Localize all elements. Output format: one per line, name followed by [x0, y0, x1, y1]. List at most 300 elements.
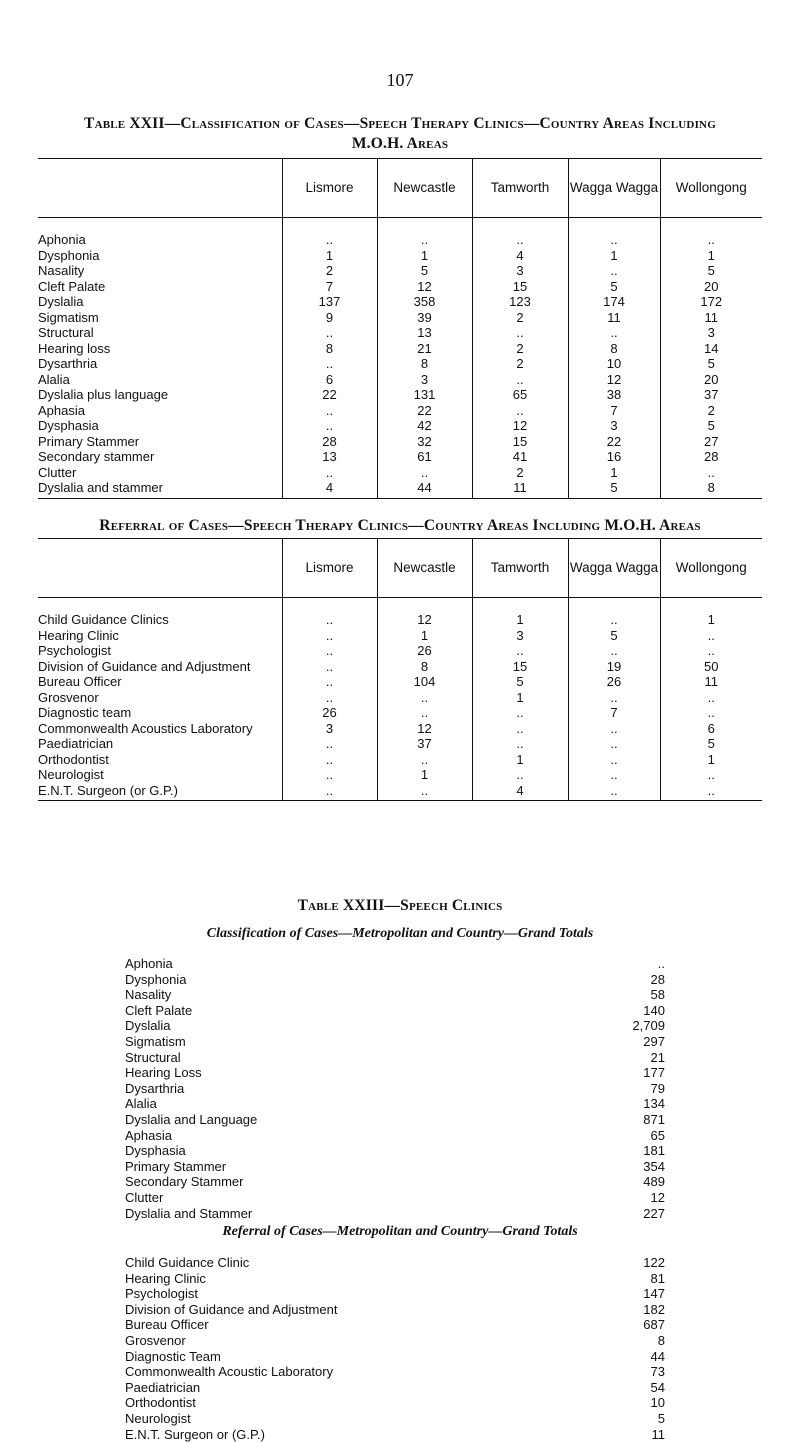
table2-cell: .. [660, 705, 762, 721]
table1-cell: 14 [660, 341, 762, 357]
table1-row-label: Secondary stammer [38, 449, 155, 464]
table3-row-value: 871 [643, 1111, 665, 1127]
table2-cell: .. [472, 736, 568, 752]
table2-cell: .. [472, 767, 568, 783]
table1-cell: .. [282, 325, 377, 341]
table1-cell: 15 [472, 434, 568, 450]
table4-row [125, 1411, 665, 1427]
table3-row-value: 134 [643, 1096, 665, 1112]
table1-cell: 27 [660, 434, 762, 450]
table1-cell: 5 [568, 480, 660, 498]
table2-cell: 1 [660, 598, 762, 628]
table4-row-value: 147 [643, 1286, 665, 1302]
table1-cell: 5 [377, 263, 472, 279]
table1-cell: 6 [282, 372, 377, 388]
table1-row-label: Alalia [38, 371, 70, 387]
table1-cell: 3 [472, 263, 568, 279]
table2-row [38, 643, 762, 659]
table3-grand-totals [125, 956, 665, 1221]
table1-row-label: Sigmatism [38, 309, 99, 325]
table1-cell: 137 [282, 294, 377, 310]
table2-cell: .. [282, 643, 377, 659]
table2-cell: .. [472, 705, 568, 721]
table4-row-label: Commonwealth Acoustic Laboratory [125, 1364, 334, 1380]
table4-grand-totals [125, 1255, 665, 1442]
table2-cell: .. [377, 783, 472, 801]
table1-cell: 3 [377, 372, 472, 388]
table1-cell: 1 [568, 465, 660, 481]
table1-cell: 7 [282, 279, 377, 295]
table4-row-label: Bureau Officer [125, 1317, 209, 1333]
table2-row-label: Hearing Clinic [38, 627, 119, 643]
table2-cell: .. [282, 690, 377, 706]
table2-cell: .. [660, 690, 762, 706]
table3-row-label: Dysarthria [125, 1080, 185, 1096]
table2-cell: 12 [377, 721, 472, 737]
table1-cell: 38 [568, 387, 660, 403]
table2-cell: .. [282, 752, 377, 768]
table2-row [38, 767, 762, 783]
table3-row-label: Dyslalia and Stammer [125, 1205, 253, 1221]
table2-row-label: Commonwealth Acoustics Laboratory [38, 720, 253, 736]
table3-row [125, 987, 665, 1003]
table1-row-label: Clutter [38, 464, 77, 480]
table1-cell: .. [377, 465, 472, 481]
table1-row [38, 465, 762, 481]
table1-col-header: Wagga Wagga [568, 159, 660, 218]
table1-cell: 16 [568, 449, 660, 465]
table2-col-header: Tamworth [472, 539, 568, 598]
table1-row-label: Nasality [38, 263, 85, 278]
table2-cell: .. [568, 598, 660, 628]
table3-row-label: Secondary Stammer [125, 1174, 244, 1190]
table1-cell: 5 [660, 263, 762, 279]
table2-cell: .. [282, 628, 377, 644]
table1-row [38, 480, 762, 498]
table3-row-label: Primary Stammer [125, 1158, 227, 1174]
table1-row-label: Cleft Palate [38, 278, 106, 294]
table1-row [38, 341, 762, 357]
table1-col-header: Tamworth [472, 159, 568, 218]
table2-cell: 50 [660, 659, 762, 675]
table1-cell: 4 [472, 248, 568, 264]
table1-cell: 9 [282, 310, 377, 326]
table1-cell: .. [660, 218, 762, 248]
table4-row-value: 687 [643, 1317, 665, 1333]
table1-cell: 2 [472, 341, 568, 357]
table2-cell: 3 [472, 628, 568, 644]
table2-cell: 19 [568, 659, 660, 675]
table2-cell: .. [660, 767, 762, 783]
table4-row [125, 1255, 665, 1271]
table4-row [125, 1286, 665, 1302]
table2-cell: 15 [472, 659, 568, 675]
table3-row [125, 1112, 665, 1128]
table2-cell: 1 [660, 752, 762, 768]
table1-row-label: Primary Stammer [38, 433, 140, 449]
table2-col-header: Wagga Wagga [568, 539, 660, 598]
table3-row-label: Dysphonia [125, 971, 187, 987]
table1-row-label: Aphasia [38, 402, 85, 418]
table1-cell: 7 [568, 403, 660, 419]
table4-row [125, 1364, 665, 1380]
table1-row [38, 325, 762, 341]
table1-col-header: Wollongong [660, 159, 762, 218]
table4-row [125, 1302, 665, 1318]
table1-cell: .. [568, 263, 660, 279]
table4-row-label: Psychologist [125, 1286, 198, 1302]
table2-cell: .. [282, 736, 377, 752]
table1-cell: 12 [568, 372, 660, 388]
table2-cell: 1 [472, 690, 568, 706]
table1-cell: 22 [377, 403, 472, 419]
table3-row-value: 65 [650, 1127, 665, 1143]
table1-col-header: Lismore [282, 159, 377, 218]
table3-row [125, 956, 665, 972]
table4-row-label: Grosvenor [125, 1332, 186, 1348]
table1-row-label: Dyslalia [38, 294, 84, 309]
table1-cell: .. [472, 372, 568, 388]
table3-row [125, 1206, 665, 1222]
table1-cell: 1 [282, 248, 377, 264]
table2-cell: 5 [472, 674, 568, 690]
table4-row-label: Child Guidance Clinic [125, 1255, 250, 1270]
table4-row-label: Division of Guidance and Adjustment [125, 1301, 338, 1317]
table3-row-value: 227 [643, 1205, 665, 1221]
page-number: 107 [386, 70, 414, 90]
table3-row-value: 297 [643, 1033, 665, 1049]
table4-row-value: 10 [650, 1395, 665, 1411]
table1-row [38, 387, 762, 403]
table1-cell: 39 [377, 310, 472, 326]
table1-title [40, 114, 760, 154]
table3-row-value: 21 [650, 1049, 665, 1065]
table2-row-label: Psychologist [38, 643, 111, 658]
table4-subtitle: Referral of Cases—Metropolitan and Country—Grand Totals [222, 1224, 578, 1239]
table1-cell: 20 [660, 372, 762, 388]
table1-cell: 123 [472, 294, 568, 310]
table1-cell: 2 [472, 465, 568, 481]
table2-row [38, 674, 762, 690]
table4-row [125, 1395, 665, 1411]
table2-cell: 1 [472, 752, 568, 768]
table1-cell: 5 [660, 418, 762, 434]
table1-cell: 5 [568, 279, 660, 295]
table2-row [38, 705, 762, 721]
table2-row [38, 736, 762, 752]
table1-row [38, 294, 762, 310]
table2-row-label: Grosvenor [38, 689, 99, 705]
table1-cell: .. [282, 218, 377, 248]
table1-cell: 1 [377, 248, 472, 264]
table2-cell: .. [472, 721, 568, 737]
table2-row-label: Division of Guidance and Adjustment [38, 658, 251, 674]
table4-row [125, 1333, 665, 1349]
table2-stub-header [38, 539, 282, 598]
table3-row [125, 1143, 665, 1159]
table1-cell: 21 [377, 341, 472, 357]
table1-row [38, 218, 762, 248]
table3-row-label: Aphasia [125, 1127, 172, 1143]
table3-row-value: 28 [650, 971, 665, 987]
table3-row [125, 1096, 665, 1112]
table2-cell: 1 [377, 628, 472, 644]
table1-cell: 12 [472, 418, 568, 434]
table4-row-value: 5 [657, 1410, 665, 1426]
table1-cell: .. [377, 218, 472, 248]
table1-cell: 8 [660, 480, 762, 498]
table3-row [125, 1034, 665, 1050]
table3-row-value: 177 [643, 1065, 665, 1081]
table1-row-label: Dysarthria [38, 356, 98, 371]
table2-row-label: Neurologist [38, 767, 104, 782]
table3-row-label: Alalia [125, 1096, 157, 1112]
table3-row-label: Cleft Palate [125, 1002, 193, 1018]
table2-cell: 26 [282, 705, 377, 721]
table4-row-value: 54 [650, 1379, 665, 1395]
table2-cell: .. [568, 736, 660, 752]
table1-cell: 1 [660, 248, 762, 264]
table2-cell: .. [472, 643, 568, 659]
table3-row-value: 181 [643, 1143, 665, 1159]
table1-cell: 44 [377, 480, 472, 498]
table1-cell: 3 [568, 418, 660, 434]
table1-cell: 131 [377, 387, 472, 403]
table1-cell: 2 [660, 403, 762, 419]
table3-row [125, 1081, 665, 1097]
table1-cell: 358 [377, 294, 472, 310]
table3-row [125, 1174, 665, 1190]
table1-cell: 15 [472, 279, 568, 295]
table1-title-line2: M.O.H. Areas [351, 135, 449, 152]
table3-row-value: 12 [650, 1189, 665, 1205]
table1-cell: 41 [472, 449, 568, 465]
table3-row [125, 1190, 665, 1206]
table3-row-label: Dyslalia [125, 1018, 171, 1034]
table4-row [125, 1349, 665, 1365]
table2-cell: 12 [377, 598, 472, 628]
table1-row-label: Dyslalia and stammer [38, 480, 282, 498]
table2-row-label: E.N.T. Surgeon (or G.P.) [38, 783, 282, 801]
table3-row [125, 972, 665, 988]
table1-cell: 20 [660, 279, 762, 295]
table1-cell: 5 [660, 356, 762, 372]
table1-cell: 22 [568, 434, 660, 450]
table4-row-value: 182 [643, 1301, 665, 1317]
table1-cell: 4 [282, 480, 377, 498]
table4-row-value: 11 [651, 1426, 665, 1442]
table2-cell: 6 [660, 721, 762, 737]
table3-row-value: 489 [643, 1174, 665, 1190]
table2-title: Referral of Cases—Speech Therapy Clinics—Country Areas Including M.O.H. Areas [99, 517, 701, 534]
table1-classification [38, 158, 762, 499]
table1-row [38, 434, 762, 450]
table2-cell: 1 [377, 767, 472, 783]
table1-row-label: Dysphasia [38, 418, 99, 433]
table2-row-label: Child Guidance Clinics [38, 612, 169, 627]
table2-cell: 7 [568, 705, 660, 721]
table2-cell: 11 [660, 674, 762, 690]
table1-cell: 11 [660, 310, 762, 326]
table2-cell: .. [282, 767, 377, 783]
table1-row-label: Dyslalia plus language [38, 387, 169, 402]
table1-row [38, 310, 762, 326]
table2-cell: .. [660, 628, 762, 644]
table3-row-label: Dyslalia and Language [125, 1111, 258, 1127]
table2-cell: .. [568, 643, 660, 659]
table3-subtitle: Classification of Cases—Metropolitan and Country—Grand Totals [206, 926, 594, 941]
table2-cell: .. [568, 721, 660, 737]
table2-cell: .. [282, 659, 377, 675]
table2-row [38, 659, 762, 675]
table2-cell: 26 [377, 643, 472, 659]
table3-row-value: 58 [650, 987, 665, 1003]
table4-row-value: 44 [650, 1348, 665, 1364]
table1-cell: 3 [660, 325, 762, 341]
table1-row [38, 449, 762, 465]
table2-cell: .. [377, 690, 472, 706]
table4-row [125, 1427, 665, 1442]
table1-cell: 37 [660, 387, 762, 403]
table3-title: Table XXIII—Speech Clinics [297, 897, 503, 914]
table2-row-label: Bureau Officer [38, 674, 122, 689]
table3-row-label: Structural [125, 1049, 181, 1065]
table1-cell: 8 [282, 341, 377, 357]
table1-cell: 8 [568, 341, 660, 357]
table2-cell: .. [282, 783, 377, 801]
table4-row-value: 73 [650, 1364, 665, 1380]
table2-row [38, 783, 762, 801]
table2-cell: .. [660, 783, 762, 801]
table1-cell: .. [282, 418, 377, 434]
table1-cell: 11 [472, 480, 568, 498]
table1-row [38, 403, 762, 419]
table1-row [38, 279, 762, 295]
table1-row [38, 263, 762, 279]
table2-referral [38, 538, 762, 801]
table4-row-value: 8 [657, 1332, 665, 1348]
table3-row-label: Nasality [125, 987, 172, 1003]
table2-cell: 3 [282, 721, 377, 737]
table1-cell: 32 [377, 434, 472, 450]
table2-col-header: Wollongong [660, 539, 762, 598]
table4-row [125, 1380, 665, 1396]
table1-cell: .. [472, 403, 568, 419]
table1-cell: .. [472, 218, 568, 248]
table4-row-label: Paediatrician [125, 1379, 201, 1395]
table2-row [38, 690, 762, 706]
table2-cell: .. [377, 705, 472, 721]
table4-row-value: 122 [643, 1255, 665, 1270]
table2-cell: 5 [568, 628, 660, 644]
table1-cell: 10 [568, 356, 660, 372]
table3-row-value: .. [657, 956, 665, 971]
table2-cell: .. [568, 690, 660, 706]
table4-row-label: Orthodontist [125, 1395, 196, 1411]
table2-cell: 1 [472, 598, 568, 628]
table2-row [38, 721, 762, 737]
table2-row-label: Orthodontist [38, 751, 109, 767]
table1-row [38, 248, 762, 264]
table3-row [125, 1003, 665, 1019]
table3-row-value: 354 [643, 1158, 665, 1174]
table3-row-label: Clutter [125, 1189, 164, 1205]
table3-row [125, 1159, 665, 1175]
table2-row-label: Diagnostic team [38, 705, 132, 720]
table2-cell: 4 [472, 783, 568, 801]
table2-cell: .. [568, 752, 660, 768]
table3-row [125, 1018, 665, 1034]
table4-row [125, 1271, 665, 1287]
table4-row-label: Neurologist [125, 1410, 191, 1426]
table2-cell: 104 [377, 674, 472, 690]
table1-row-label: Structural [38, 325, 94, 340]
table3-row [125, 1128, 665, 1144]
table2-cell: 5 [660, 736, 762, 752]
table1-row [38, 372, 762, 388]
table3-row [125, 1050, 665, 1066]
table4-row-value: 81 [650, 1270, 665, 1286]
table1-title-line1: Table XXII—Classification of Cases—Speech Therapy Clinics—Country Areas Including [84, 115, 716, 132]
table2-row [38, 752, 762, 768]
table1-cell: 2 [282, 263, 377, 279]
table1-cell: .. [282, 403, 377, 419]
table4-row-label: E.N.T. Surgeon or (G.P.) [125, 1426, 265, 1442]
table1-row [38, 356, 762, 372]
table3-row-label: Aphonia [125, 956, 173, 971]
table2-cell: 37 [377, 736, 472, 752]
table2-cell: .. [282, 674, 377, 690]
table2-cell: 26 [568, 674, 660, 690]
table1-cell: .. [568, 218, 660, 248]
table1-cell: 61 [377, 449, 472, 465]
table1-col-header: Newcastle [377, 159, 472, 218]
table3-row-label: Dysphasia [125, 1143, 186, 1159]
table1-cell: .. [472, 325, 568, 341]
table4-row-label: Diagnostic Team [125, 1348, 221, 1364]
table1-cell: 12 [377, 279, 472, 295]
table1-row-label: Dysphonia [38, 247, 100, 263]
table1-row-label: Aphonia [38, 232, 86, 247]
table1-cell: 13 [282, 449, 377, 465]
table1-cell: 1 [568, 248, 660, 264]
table2-cell: .. [568, 783, 660, 801]
table2-cell: .. [377, 752, 472, 768]
table3-row [125, 1065, 665, 1081]
table2-cell: .. [660, 643, 762, 659]
table2-row-label: Paediatrician [38, 736, 114, 751]
table1-cell: 2 [472, 356, 568, 372]
table1-row [38, 418, 762, 434]
table1-cell: 174 [568, 294, 660, 310]
table1-stub-header [38, 159, 282, 218]
table1-row-label: Hearing loss [38, 340, 111, 356]
table1-cell: 42 [377, 418, 472, 434]
table3-row-value: 79 [650, 1080, 665, 1096]
table1-cell: .. [282, 356, 377, 372]
table3-row-value: 2,709 [632, 1018, 665, 1034]
table1-cell: 65 [472, 387, 568, 403]
table1-cell: 172 [660, 294, 762, 310]
table1-cell: 13 [377, 325, 472, 341]
table1-cell: 28 [282, 434, 377, 450]
table1-cell: 11 [568, 310, 660, 326]
table1-cell: .. [282, 465, 377, 481]
table1-cell: 8 [377, 356, 472, 372]
table1-cell: .. [568, 325, 660, 341]
table4-row-label: Hearing Clinic [125, 1270, 206, 1286]
table2-col-header: Lismore [282, 539, 377, 598]
